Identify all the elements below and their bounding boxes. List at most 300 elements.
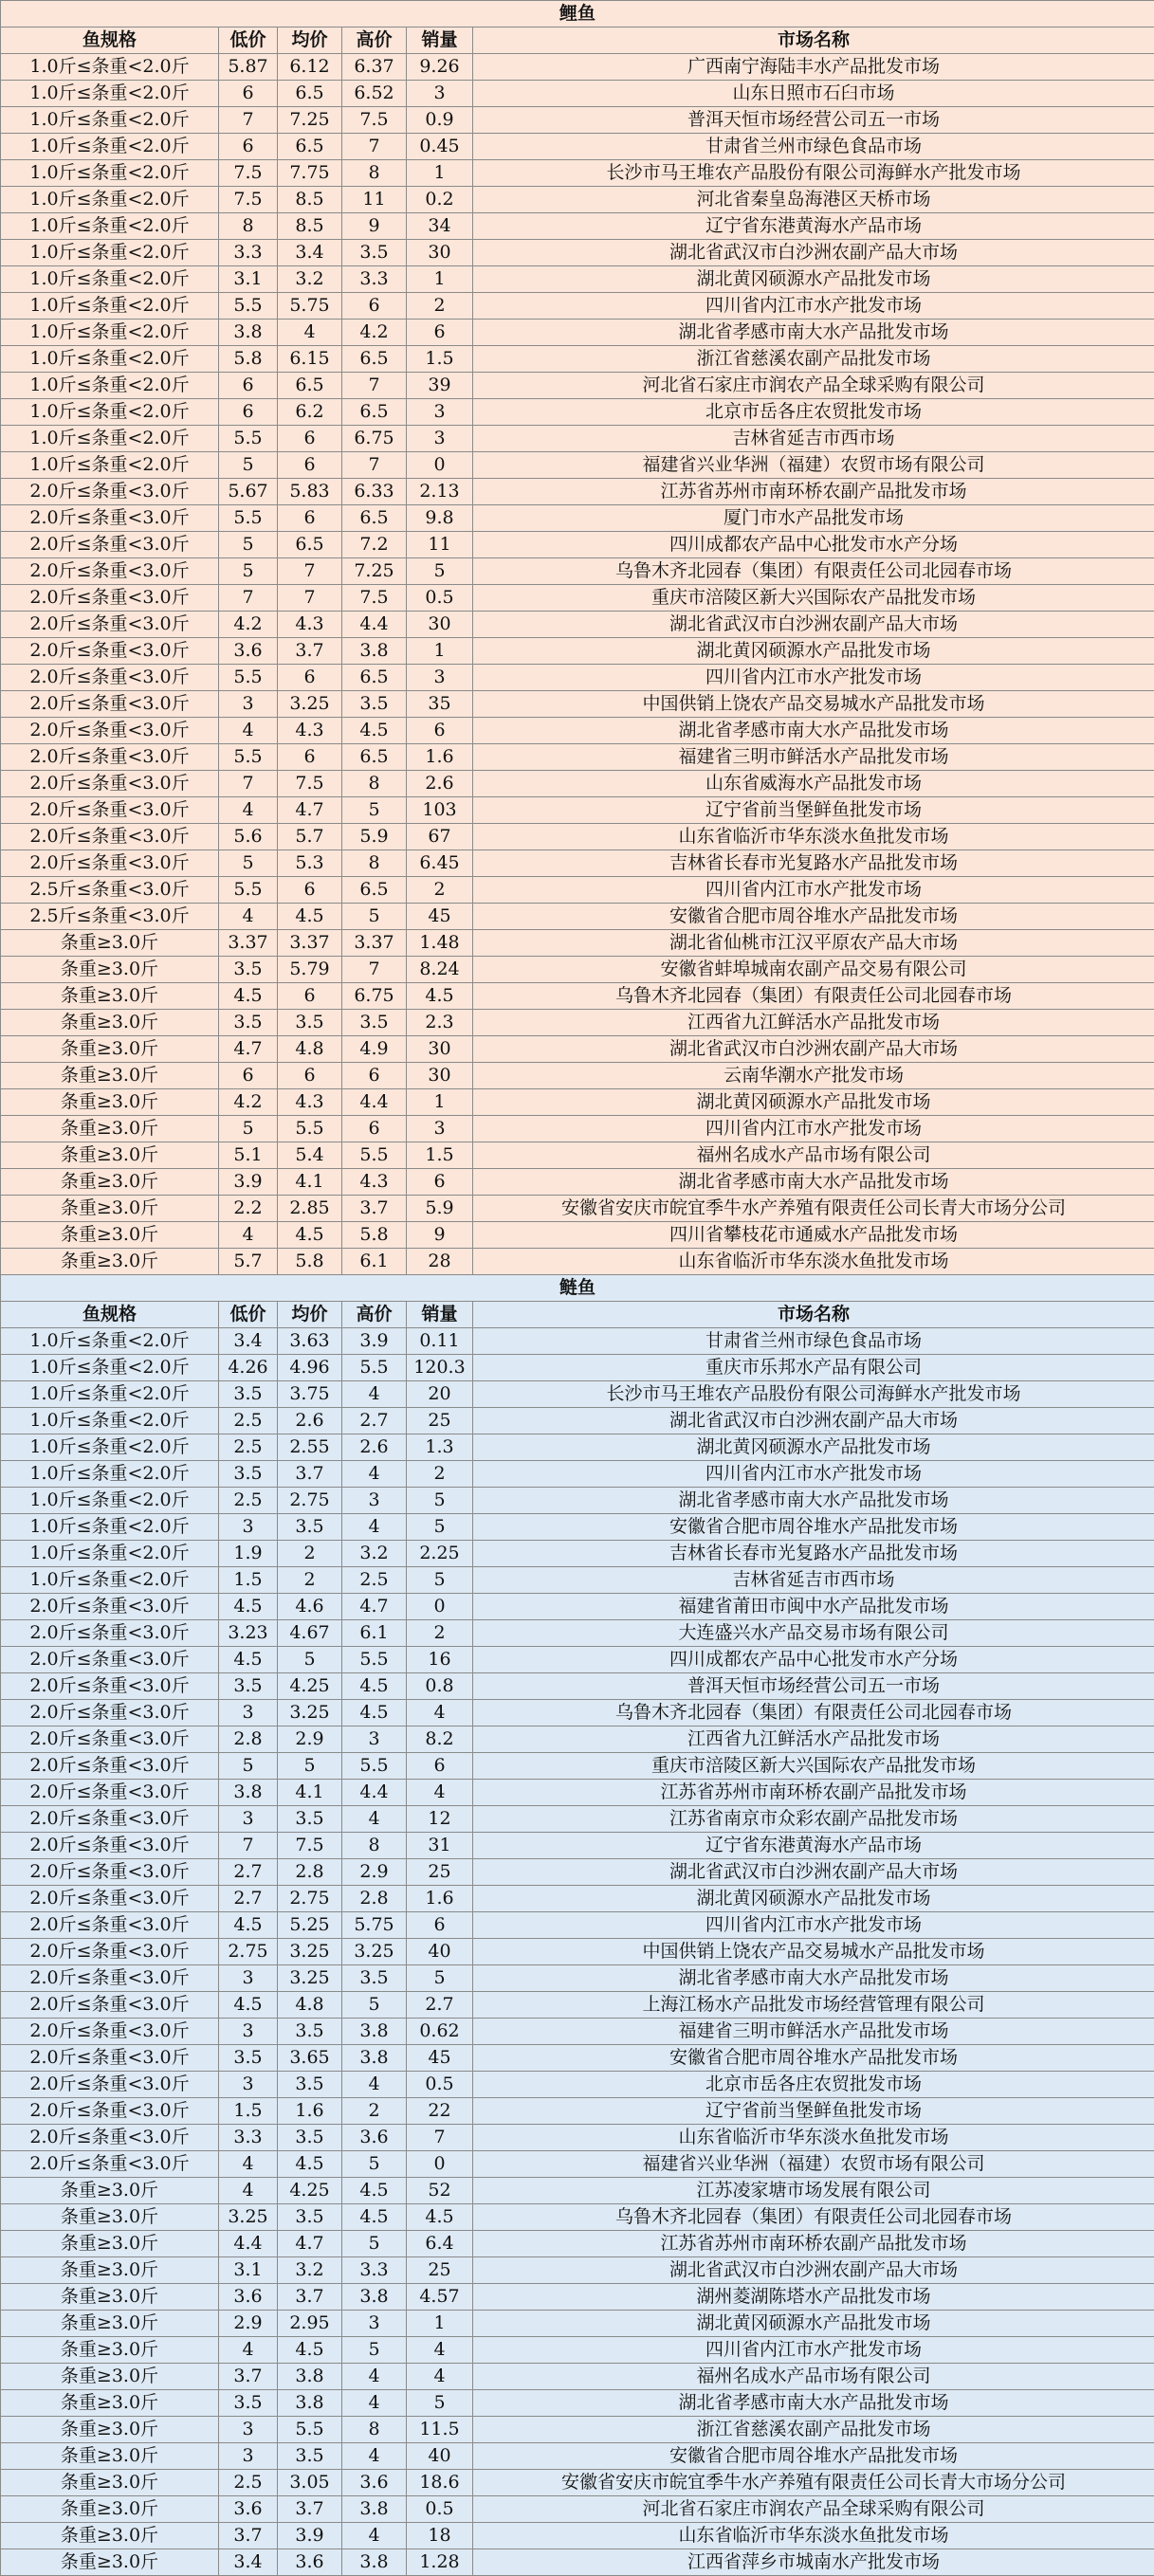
low-price-cell: 5 bbox=[219, 532, 278, 558]
spec-cell: 2.0斤≤条重<3.0斤 bbox=[1, 744, 219, 771]
avg-price-cell: 6 bbox=[278, 505, 342, 532]
table-row bbox=[1, 850, 1154, 877]
low-price-cell: 4 bbox=[219, 2151, 278, 2178]
market-name-cell: 福建省兴业华洲（福建）农贸市场有限公司 bbox=[473, 452, 1154, 479]
low-price-cell: 7 bbox=[219, 585, 278, 612]
market-name-cell: 河北省秦皇岛海港区天桥市场 bbox=[473, 187, 1154, 213]
low-price-cell: 2.5 bbox=[219, 1488, 278, 1514]
avg-price-cell: 6 bbox=[278, 877, 342, 904]
table-row bbox=[1, 1328, 1154, 1355]
low-price-cell: 3.5 bbox=[219, 1381, 278, 1408]
avg-price-cell: 3.4 bbox=[278, 240, 342, 266]
volume-cell: 40 bbox=[407, 2443, 473, 2470]
table-row bbox=[1, 1726, 1154, 1753]
spec-cell: 条重≥3.0斤 bbox=[1, 2470, 219, 2496]
high-price-cell: 3 bbox=[342, 1488, 407, 1514]
market-name-cell: 河北省石家庄市润农产品全球采购有限公司 bbox=[473, 2496, 1154, 2523]
avg-price-cell: 2.75 bbox=[278, 1886, 342, 1912]
low-price-cell: 3.37 bbox=[219, 930, 278, 957]
high-price-cell: 3.7 bbox=[342, 1196, 407, 1222]
high-price-cell: 8 bbox=[342, 160, 407, 187]
volume-cell: 18.6 bbox=[407, 2470, 473, 2496]
high-price-cell: 3.3 bbox=[342, 266, 407, 293]
low-price-cell: 3.8 bbox=[219, 1780, 278, 1806]
low-price-cell: 3 bbox=[219, 1700, 278, 1726]
low-price-cell: 2.5 bbox=[219, 1408, 278, 1434]
avg-price-cell: 6 bbox=[278, 744, 342, 771]
high-price-cell: 7.5 bbox=[342, 107, 407, 134]
spec-cell: 2.0斤≤条重<3.0斤 bbox=[1, 1726, 219, 1753]
spec-cell: 2.0斤≤条重<3.0斤 bbox=[1, 479, 219, 505]
volume-cell: 2.25 bbox=[407, 1541, 473, 1567]
avg-price-cell: 4.8 bbox=[278, 1036, 342, 1063]
spec-cell: 1.0斤≤条重<2.0斤 bbox=[1, 1381, 219, 1408]
low-price-cell: 1.9 bbox=[219, 1541, 278, 1567]
table-row bbox=[1, 54, 1154, 81]
high-price-cell: 8 bbox=[342, 771, 407, 797]
table-row bbox=[1, 2019, 1154, 2045]
volume-cell: 103 bbox=[407, 797, 473, 824]
low-price-cell: 4.5 bbox=[219, 1992, 278, 2019]
spec-cell: 2.0斤≤条重<3.0斤 bbox=[1, 1673, 219, 1700]
avg-price-cell: 3.7 bbox=[278, 1461, 342, 1488]
table-row bbox=[1, 1594, 1154, 1620]
market-name-cell: 山东省临沂市华东淡水鱼批发市场 bbox=[473, 1249, 1154, 1275]
volume-cell: 1 bbox=[407, 160, 473, 187]
volume-cell: 9.26 bbox=[407, 54, 473, 81]
low-price-cell: 7.5 bbox=[219, 187, 278, 213]
table-row bbox=[1, 797, 1154, 824]
spec-cell: 2.0斤≤条重<3.0斤 bbox=[1, 1965, 219, 1992]
volume-cell: 120.3 bbox=[407, 1355, 473, 1381]
table-row bbox=[1, 1408, 1154, 1434]
spec-cell: 条重≥3.0斤 bbox=[1, 1196, 219, 1222]
low-price-cell: 6 bbox=[219, 373, 278, 399]
spec-cell: 条重≥3.0斤 bbox=[1, 1249, 219, 1275]
high-price-cell: 3.5 bbox=[342, 691, 407, 718]
avg-price-cell: 2 bbox=[278, 1541, 342, 1567]
volume-cell: 3 bbox=[407, 665, 473, 691]
volume-cell: 0.8 bbox=[407, 1673, 473, 1700]
market-name-cell: 中国供销上饶农产品交易城水产品批发市场 bbox=[473, 1939, 1154, 1965]
high-price-cell: 4.7 bbox=[342, 1594, 407, 1620]
table-row bbox=[1, 957, 1154, 983]
volume-cell: 18 bbox=[407, 2523, 473, 2549]
spec-cell: 2.0斤≤条重<3.0斤 bbox=[1, 1912, 219, 1939]
spec-cell: 1.0斤≤条重<2.0斤 bbox=[1, 107, 219, 134]
avg-price-cell: 3.63 bbox=[278, 1328, 342, 1355]
avg-price-cell: 4.5 bbox=[278, 904, 342, 930]
high-price-cell: 6.33 bbox=[342, 479, 407, 505]
table-row bbox=[1, 1355, 1154, 1381]
section-title-row bbox=[1, 1275, 1154, 1302]
low-price-cell: 5.5 bbox=[219, 877, 278, 904]
low-price-cell: 1.5 bbox=[219, 1567, 278, 1594]
low-price-cell: 5.1 bbox=[219, 1142, 278, 1169]
spec-cell: 2.0斤≤条重<3.0斤 bbox=[1, 505, 219, 532]
volume-cell: 5.9 bbox=[407, 1196, 473, 1222]
high-price-cell: 7 bbox=[342, 134, 407, 160]
table-row bbox=[1, 293, 1154, 320]
high-price-cell: 7.25 bbox=[342, 558, 407, 585]
low-price-cell: 5.87 bbox=[219, 54, 278, 81]
low-price-cell: 2.75 bbox=[219, 1939, 278, 1965]
market-name-cell: 四川成都农产品中心批发市水产分场 bbox=[473, 1647, 1154, 1673]
high-price-cell: 3.8 bbox=[342, 2284, 407, 2311]
market-name-cell: 湖北黄冈硕源水产品批发市场 bbox=[473, 1434, 1154, 1461]
avg-price-cell: 6 bbox=[278, 1063, 342, 1089]
low-price-cell: 2.7 bbox=[219, 1859, 278, 1886]
volume-cell: 30 bbox=[407, 240, 473, 266]
high-price-cell: 4 bbox=[342, 1514, 407, 1541]
volume-cell: 25 bbox=[407, 1408, 473, 1434]
market-name-cell: 四川省攀枝花市通威水产品批发市场 bbox=[473, 1222, 1154, 1249]
high-price-cell: 2.5 bbox=[342, 1567, 407, 1594]
volume-cell: 28 bbox=[407, 1249, 473, 1275]
table-row bbox=[1, 1514, 1154, 1541]
market-name-cell: 山东省临沂市华东淡水鱼批发市场 bbox=[473, 824, 1154, 850]
volume-cell: 2 bbox=[407, 1620, 473, 1647]
market-name-cell: 湖北省孝感市南大水产品批发市场 bbox=[473, 718, 1154, 744]
volume-cell: 0.5 bbox=[407, 2072, 473, 2098]
volume-cell: 40 bbox=[407, 1939, 473, 1965]
low-price-cell: 3 bbox=[219, 2019, 278, 2045]
avg-price-cell: 3.5 bbox=[278, 1806, 342, 1833]
volume-cell: 6.45 bbox=[407, 850, 473, 877]
market-name-cell: 湖州菱湖陈塔水产品批发市场 bbox=[473, 2284, 1154, 2311]
column-header-spec: 鱼规格 bbox=[1, 1302, 219, 1328]
volume-cell: 2 bbox=[407, 293, 473, 320]
volume-cell: 3 bbox=[407, 81, 473, 107]
avg-price-cell: 3.5 bbox=[278, 2072, 342, 2098]
spec-cell: 2.0斤≤条重<3.0斤 bbox=[1, 2045, 219, 2072]
table-row bbox=[1, 983, 1154, 1010]
market-name-cell: 江苏省苏州市南环桥农副产品批发市场 bbox=[473, 1780, 1154, 1806]
avg-price-cell: 3.8 bbox=[278, 2364, 342, 2390]
avg-price-cell: 4.3 bbox=[278, 718, 342, 744]
low-price-cell: 3.5 bbox=[219, 957, 278, 983]
spec-cell: 1.0斤≤条重<2.0斤 bbox=[1, 346, 219, 373]
low-price-cell: 4.2 bbox=[219, 1089, 278, 1116]
low-price-cell: 3.3 bbox=[219, 240, 278, 266]
spec-cell: 1.0斤≤条重<2.0斤 bbox=[1, 1355, 219, 1381]
table-row bbox=[1, 665, 1154, 691]
avg-price-cell: 3.25 bbox=[278, 1700, 342, 1726]
table-row bbox=[1, 904, 1154, 930]
low-price-cell: 4 bbox=[219, 2178, 278, 2204]
table-row bbox=[1, 479, 1154, 505]
volume-cell: 52 bbox=[407, 2178, 473, 2204]
low-price-cell: 5 bbox=[219, 1753, 278, 1780]
volume-cell: 67 bbox=[407, 824, 473, 850]
table-row bbox=[1, 213, 1154, 240]
spec-cell: 1.0斤≤条重<2.0斤 bbox=[1, 213, 219, 240]
spec-cell: 2.0斤≤条重<3.0斤 bbox=[1, 1886, 219, 1912]
spec-cell: 条重≥3.0斤 bbox=[1, 1116, 219, 1142]
high-price-cell: 5.5 bbox=[342, 1753, 407, 1780]
high-price-cell: 4 bbox=[342, 2443, 407, 2470]
avg-price-cell: 4.3 bbox=[278, 612, 342, 638]
market-name-cell: 湖北省武汉市白沙洲农副产品大市场 bbox=[473, 1859, 1154, 1886]
table-row bbox=[1, 558, 1154, 585]
volume-cell: 4.5 bbox=[407, 2204, 473, 2231]
high-price-cell: 3.25 bbox=[342, 1939, 407, 1965]
spec-cell: 2.0斤≤条重<3.0斤 bbox=[1, 691, 219, 718]
low-price-cell: 3.5 bbox=[219, 1461, 278, 1488]
high-price-cell: 4.4 bbox=[342, 612, 407, 638]
spec-cell: 1.0斤≤条重<2.0斤 bbox=[1, 293, 219, 320]
avg-price-cell: 5.5 bbox=[278, 2417, 342, 2443]
spec-cell: 2.0斤≤条重<3.0斤 bbox=[1, 638, 219, 665]
low-price-cell: 6 bbox=[219, 81, 278, 107]
avg-price-cell: 2.6 bbox=[278, 1408, 342, 1434]
volume-cell: 6 bbox=[407, 718, 473, 744]
table-row bbox=[1, 1567, 1154, 1594]
volume-cell: 1.6 bbox=[407, 744, 473, 771]
high-price-cell: 6.5 bbox=[342, 399, 407, 426]
high-price-cell: 3.3 bbox=[342, 2257, 407, 2284]
low-price-cell: 3.9 bbox=[219, 1169, 278, 1196]
avg-price-cell: 3.5 bbox=[278, 2204, 342, 2231]
avg-price-cell: 6.5 bbox=[278, 81, 342, 107]
market-name-cell: 吉林省长春市光复路水产品批发市场 bbox=[473, 850, 1154, 877]
low-price-cell: 5 bbox=[219, 850, 278, 877]
market-name-cell: 湖北黄冈硕源水产品批发市场 bbox=[473, 1886, 1154, 1912]
low-price-cell: 4 bbox=[219, 2337, 278, 2364]
table-row bbox=[1, 1196, 1154, 1222]
low-price-cell: 5.6 bbox=[219, 824, 278, 850]
table-row bbox=[1, 1753, 1154, 1780]
high-price-cell: 3.5 bbox=[342, 240, 407, 266]
spec-cell: 2.0斤≤条重<3.0斤 bbox=[1, 1992, 219, 2019]
market-name-cell: 浙江省慈溪农副产品批发市场 bbox=[473, 346, 1154, 373]
avg-price-cell: 3.25 bbox=[278, 1939, 342, 1965]
spec-cell: 1.0斤≤条重<2.0斤 bbox=[1, 81, 219, 107]
table-row bbox=[1, 134, 1154, 160]
table-row bbox=[1, 1142, 1154, 1169]
market-name-cell: 普洱天恒市场经营公司五一市场 bbox=[473, 107, 1154, 134]
high-price-cell: 5 bbox=[342, 904, 407, 930]
market-name-cell: 四川省内江市水产批发市场 bbox=[473, 877, 1154, 904]
high-price-cell: 3.8 bbox=[342, 2549, 407, 2576]
table-row bbox=[1, 452, 1154, 479]
spec-cell: 2.0斤≤条重<3.0斤 bbox=[1, 612, 219, 638]
volume-cell: 0 bbox=[407, 2151, 473, 2178]
high-price-cell: 4.4 bbox=[342, 1780, 407, 1806]
market-name-cell: 福建省三明市鲜活水产品批发市场 bbox=[473, 2019, 1154, 2045]
avg-price-cell: 3.7 bbox=[278, 2496, 342, 2523]
avg-price-cell: 7 bbox=[278, 558, 342, 585]
market-name-cell: 山东省临沂市华东淡水鱼批发市场 bbox=[473, 2125, 1154, 2151]
high-price-cell: 3.8 bbox=[342, 638, 407, 665]
high-price-cell: 4 bbox=[342, 1461, 407, 1488]
table-row bbox=[1, 1010, 1154, 1036]
spec-cell: 2.0斤≤条重<3.0斤 bbox=[1, 1594, 219, 1620]
high-price-cell: 7 bbox=[342, 373, 407, 399]
volume-cell: 1.48 bbox=[407, 930, 473, 957]
volume-cell: 6 bbox=[407, 320, 473, 346]
spec-cell: 2.0斤≤条重<3.0斤 bbox=[1, 797, 219, 824]
high-price-cell: 5 bbox=[342, 1992, 407, 2019]
low-price-cell: 5.5 bbox=[219, 665, 278, 691]
table-row bbox=[1, 1673, 1154, 1700]
volume-cell: 4 bbox=[407, 2364, 473, 2390]
avg-price-cell: 4.7 bbox=[278, 2231, 342, 2257]
avg-price-cell: 4.96 bbox=[278, 1355, 342, 1381]
avg-price-cell: 3.7 bbox=[278, 638, 342, 665]
spec-cell: 2.0斤≤条重<3.0斤 bbox=[1, 532, 219, 558]
low-price-cell: 2.5 bbox=[219, 2470, 278, 2496]
spec-cell: 2.0斤≤条重<3.0斤 bbox=[1, 1859, 219, 1886]
market-name-cell: 云南华潮水产批发市场 bbox=[473, 1063, 1154, 1089]
market-name-cell: 湖北黄冈硕源水产品批发市场 bbox=[473, 2311, 1154, 2337]
avg-price-cell: 5.7 bbox=[278, 824, 342, 850]
low-price-cell: 4.5 bbox=[219, 1647, 278, 1673]
market-name-cell: 湖北黄冈硕源水产品批发市场 bbox=[473, 266, 1154, 293]
column-header-high: 高价 bbox=[342, 1302, 407, 1328]
table-row bbox=[1, 399, 1154, 426]
table-row bbox=[1, 2257, 1154, 2284]
avg-price-cell: 4.5 bbox=[278, 2151, 342, 2178]
low-price-cell: 6 bbox=[219, 399, 278, 426]
volume-cell: 7 bbox=[407, 2125, 473, 2151]
table-row bbox=[1, 320, 1154, 346]
table-row bbox=[1, 2417, 1154, 2443]
table-row bbox=[1, 1992, 1154, 2019]
spec-cell: 1.0斤≤条重<2.0斤 bbox=[1, 1514, 219, 1541]
avg-price-cell: 3.25 bbox=[278, 691, 342, 718]
avg-price-cell: 6.15 bbox=[278, 346, 342, 373]
volume-cell: 2.6 bbox=[407, 771, 473, 797]
low-price-cell: 4 bbox=[219, 797, 278, 824]
high-price-cell: 4 bbox=[342, 2072, 407, 2098]
spec-cell: 2.0斤≤条重<3.0斤 bbox=[1, 1833, 219, 1859]
low-price-cell: 5.67 bbox=[219, 479, 278, 505]
low-price-cell: 4.4 bbox=[219, 2231, 278, 2257]
spec-cell: 2.0斤≤条重<3.0斤 bbox=[1, 1806, 219, 1833]
avg-price-cell: 4 bbox=[278, 320, 342, 346]
volume-cell: 45 bbox=[407, 2045, 473, 2072]
low-price-cell: 3.5 bbox=[219, 2390, 278, 2417]
volume-cell: 2.13 bbox=[407, 479, 473, 505]
low-price-cell: 4 bbox=[219, 718, 278, 744]
spec-cell: 2.0斤≤条重<3.0斤 bbox=[1, 1700, 219, 1726]
table-row bbox=[1, 426, 1154, 452]
spec-cell: 条重≥3.0斤 bbox=[1, 2257, 219, 2284]
high-price-cell: 4.5 bbox=[342, 2178, 407, 2204]
low-price-cell: 3.4 bbox=[219, 1328, 278, 1355]
spec-cell: 1.0斤≤条重<2.0斤 bbox=[1, 373, 219, 399]
volume-cell: 3 bbox=[407, 399, 473, 426]
market-name-cell: 安徽省蚌埠城南农副产品交易有限公司 bbox=[473, 957, 1154, 983]
high-price-cell: 3.6 bbox=[342, 2125, 407, 2151]
volume-cell: 1.3 bbox=[407, 1434, 473, 1461]
high-price-cell: 2.6 bbox=[342, 1434, 407, 1461]
table-row bbox=[1, 373, 1154, 399]
spec-cell: 2.5斤≤条重<3.0斤 bbox=[1, 877, 219, 904]
volume-cell: 1 bbox=[407, 2311, 473, 2337]
avg-price-cell: 4.7 bbox=[278, 797, 342, 824]
high-price-cell: 6 bbox=[342, 1063, 407, 1089]
spec-cell: 1.0斤≤条重<2.0斤 bbox=[1, 240, 219, 266]
market-name-cell: 四川省内江市水产批发市场 bbox=[473, 293, 1154, 320]
volume-cell: 3 bbox=[407, 1116, 473, 1142]
market-name-cell: 乌鲁木齐北园春（集团）有限责任公司北园春市场 bbox=[473, 1700, 1154, 1726]
avg-price-cell: 6.12 bbox=[278, 54, 342, 81]
low-price-cell: 4.7 bbox=[219, 1036, 278, 1063]
table-row bbox=[1, 2045, 1154, 2072]
table-row bbox=[1, 2311, 1154, 2337]
market-name-cell: 江苏凌家塘市场发展有限公司 bbox=[473, 2178, 1154, 2204]
avg-price-cell: 4.8 bbox=[278, 1992, 342, 2019]
high-price-cell: 2.7 bbox=[342, 1408, 407, 1434]
avg-price-cell: 4.3 bbox=[278, 1089, 342, 1116]
high-price-cell: 5.9 bbox=[342, 824, 407, 850]
high-price-cell: 8 bbox=[342, 850, 407, 877]
high-price-cell: 3.2 bbox=[342, 1541, 407, 1567]
table-row bbox=[1, 771, 1154, 797]
market-name-cell: 湖北黄冈硕源水产品批发市场 bbox=[473, 638, 1154, 665]
market-name-cell: 安徽省合肥市周谷堆水产品批发市场 bbox=[473, 2443, 1154, 2470]
spec-cell: 1.0斤≤条重<2.0斤 bbox=[1, 320, 219, 346]
low-price-cell: 3.4 bbox=[219, 2549, 278, 2576]
market-name-cell: 江苏省南京市众彩农副产品批发市场 bbox=[473, 1806, 1154, 1833]
avg-price-cell: 3.75 bbox=[278, 1381, 342, 1408]
silver-carp-section bbox=[1, 1275, 1154, 2576]
volume-cell: 4.57 bbox=[407, 2284, 473, 2311]
low-price-cell: 3.8 bbox=[219, 320, 278, 346]
market-name-cell: 江西省九江鲜活水产品批发市场 bbox=[473, 1010, 1154, 1036]
table-row bbox=[1, 1488, 1154, 1514]
spec-cell: 条重≥3.0斤 bbox=[1, 1010, 219, 1036]
spec-cell: 条重≥3.0斤 bbox=[1, 2364, 219, 2390]
table-row bbox=[1, 718, 1154, 744]
volume-cell: 5 bbox=[407, 1488, 473, 1514]
spec-cell: 1.0斤≤条重<2.0斤 bbox=[1, 1328, 219, 1355]
avg-price-cell: 4.5 bbox=[278, 2337, 342, 2364]
volume-cell: 5 bbox=[407, 1567, 473, 1594]
avg-price-cell: 4.6 bbox=[278, 1594, 342, 1620]
market-name-cell: 湖北省武汉市白沙洲农副产品大市场 bbox=[473, 1408, 1154, 1434]
table-row bbox=[1, 107, 1154, 134]
market-name-cell: 江苏省苏州市南环桥农副产品批发市场 bbox=[473, 479, 1154, 505]
avg-price-cell: 5.4 bbox=[278, 1142, 342, 1169]
low-price-cell: 3 bbox=[219, 2443, 278, 2470]
avg-price-cell: 3.5 bbox=[278, 2125, 342, 2151]
table-row bbox=[1, 1886, 1154, 1912]
low-price-cell: 3 bbox=[219, 1806, 278, 1833]
spec-cell: 条重≥3.0斤 bbox=[1, 2417, 219, 2443]
low-price-cell: 4.5 bbox=[219, 983, 278, 1010]
avg-price-cell: 3.5 bbox=[278, 2443, 342, 2470]
avg-price-cell: 4.5 bbox=[278, 1222, 342, 1249]
high-price-cell: 6.5 bbox=[342, 744, 407, 771]
spec-cell: 条重≥3.0斤 bbox=[1, 1063, 219, 1089]
table-row bbox=[1, 1063, 1154, 1089]
market-name-cell: 北京市岳各庄农贸批发市场 bbox=[473, 399, 1154, 426]
volume-cell: 11 bbox=[407, 532, 473, 558]
high-price-cell: 5.8 bbox=[342, 1222, 407, 1249]
market-name-cell: 湖北省武汉市白沙洲农副产品大市场 bbox=[473, 612, 1154, 638]
column-header-avg: 均价 bbox=[278, 27, 342, 54]
avg-price-cell: 7.5 bbox=[278, 771, 342, 797]
table-row bbox=[1, 240, 1154, 266]
high-price-cell: 3.9 bbox=[342, 1328, 407, 1355]
high-price-cell: 6.75 bbox=[342, 426, 407, 452]
low-price-cell: 4 bbox=[219, 904, 278, 930]
high-price-cell: 7 bbox=[342, 957, 407, 983]
volume-cell: 30 bbox=[407, 612, 473, 638]
